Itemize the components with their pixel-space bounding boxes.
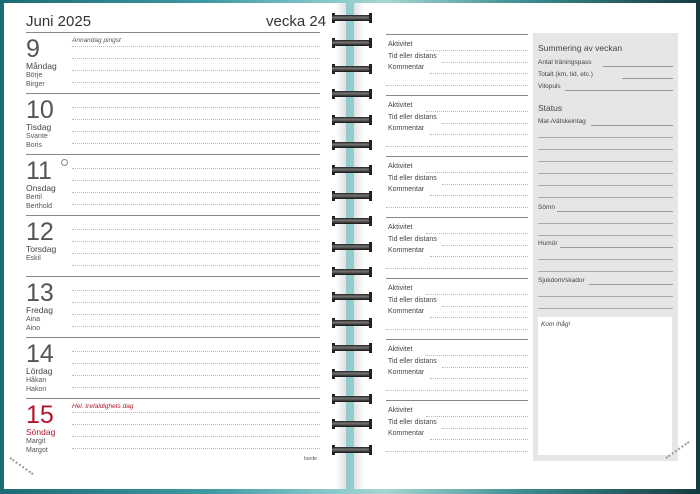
weekday-label: Tisdag: [26, 122, 52, 132]
summary-field-total: Totalt (km, tid, etc.): [538, 71, 593, 78]
comment-line[interactable]: [430, 256, 528, 257]
status-line: [538, 271, 673, 272]
activity-line[interactable]: [426, 294, 528, 295]
weekday-label: Måndag: [26, 61, 57, 71]
writing-line[interactable]: [72, 204, 320, 205]
name-day: Berthold: [26, 203, 53, 210]
remember-label: Kom ihåg!: [541, 321, 571, 328]
binding-hole: [369, 292, 372, 302]
name-day: Aina: [26, 316, 41, 323]
comment-label: Kommentar: [388, 430, 425, 437]
day-note: Annandag pingst: [72, 37, 121, 44]
spiral-coil: [332, 444, 372, 456]
writing-line[interactable]: [72, 168, 320, 169]
day-block: [4, 34, 346, 95]
spiral-coil: [332, 164, 372, 176]
day-number: 9: [26, 35, 40, 63]
spiral-coil: [332, 12, 372, 24]
spiral-coil: [332, 139, 372, 151]
coil-wire: [332, 117, 372, 123]
comment-label: Kommentar: [388, 369, 425, 376]
status-title: Status: [538, 103, 563, 113]
writing-line[interactable]: [72, 82, 320, 83]
comment-label: Kommentar: [388, 64, 425, 71]
writing-line[interactable]: [72, 351, 320, 352]
time-label: Tid eller distans: [388, 114, 437, 121]
coil-wire: [332, 396, 372, 402]
spiral-coil: [332, 190, 372, 202]
activity-line[interactable]: [426, 172, 528, 173]
day-number: 11: [26, 157, 52, 185]
remember-box[interactable]: [538, 317, 672, 455]
day-block: [4, 278, 346, 339]
day-divider: [26, 93, 320, 94]
spiral-coil: [332, 368, 372, 380]
coil-wire: [332, 294, 372, 300]
binding-hole: [369, 369, 372, 379]
name-day: Margot: [26, 447, 48, 454]
coil-wire: [332, 142, 372, 148]
status-field-mood: Humör: [538, 240, 558, 247]
comment-line[interactable]: [386, 451, 528, 452]
training-log-block: [386, 95, 528, 156]
writing-line[interactable]: [72, 180, 320, 181]
activity-label: Aktivitet: [388, 102, 413, 109]
day-divider: [26, 398, 320, 399]
comment-line[interactable]: [386, 85, 528, 86]
writing-line[interactable]: [72, 119, 320, 120]
binding-hole: [369, 216, 372, 226]
time-label: Tid eller distans: [388, 175, 437, 182]
status-line: [560, 247, 673, 248]
activity-line[interactable]: [426, 416, 528, 417]
summary-field-sessions: Antal träningspass: [538, 59, 592, 66]
comment-line[interactable]: [386, 146, 528, 147]
comment-label: Kommentar: [388, 186, 425, 193]
activity-label: Aktivitet: [388, 41, 413, 48]
status-line: [538, 161, 673, 162]
activity-label: Aktivitet: [388, 285, 413, 292]
training-log-block: [386, 400, 528, 461]
log-divider: [386, 156, 528, 157]
activity-label: Aktivitet: [388, 346, 413, 353]
time-label: Tid eller distans: [388, 358, 437, 365]
writing-line[interactable]: [72, 424, 320, 425]
writing-line[interactable]: [72, 314, 320, 315]
status-line: [538, 185, 673, 186]
status-line: [538, 223, 673, 224]
weekday-label: Torsdag: [26, 244, 57, 254]
status-line: [538, 137, 673, 138]
summary-panel: [533, 33, 678, 461]
coil-wire: [332, 269, 372, 275]
binding-hole: [369, 115, 372, 125]
spiral-coil: [332, 393, 372, 405]
comment-line[interactable]: [430, 73, 528, 74]
comment-line[interactable]: [386, 390, 528, 391]
spiral-coil: [332, 266, 372, 278]
binding-hole: [369, 318, 372, 328]
name-day: Börje: [26, 72, 43, 79]
time-line[interactable]: [442, 428, 528, 429]
activity-line[interactable]: [426, 355, 528, 356]
status-line: [538, 308, 673, 309]
time-label: Tid eller distans: [388, 419, 437, 426]
time-line[interactable]: [442, 245, 528, 246]
status-field-food: Mat-/vätskeintag: [538, 118, 586, 125]
training-log-block: [386, 339, 528, 400]
day-number: 10: [26, 96, 54, 124]
time-label: Tid eller distans: [388, 236, 437, 243]
spiral-coil: [332, 241, 372, 253]
status-line: [538, 197, 673, 198]
status-line: [538, 149, 673, 150]
writing-line[interactable]: [72, 448, 320, 449]
day-divider: [26, 215, 320, 216]
writing-line[interactable]: [72, 46, 320, 47]
summary-field-restpulse: Vilopuls: [538, 83, 561, 90]
writing-line[interactable]: [72, 412, 320, 413]
writing-line[interactable]: [72, 436, 320, 437]
writing-line[interactable]: [72, 143, 320, 144]
coil-wire: [332, 193, 372, 199]
month-title: Juni 2025: [26, 13, 92, 30]
spiral-coil: [332, 418, 372, 430]
comment-label: Kommentar: [388, 125, 425, 132]
log-divider: [386, 95, 528, 96]
writing-line[interactable]: [72, 229, 320, 230]
activity-label: Aktivitet: [388, 163, 413, 170]
weekday-label: Onsdag: [26, 183, 56, 193]
log-divider: [386, 339, 528, 340]
status-line: [557, 211, 673, 212]
coil-wire: [332, 244, 372, 250]
day-divider: [26, 154, 320, 155]
name-day: Svante: [26, 133, 48, 140]
day-block: [4, 95, 346, 156]
comment-line[interactable]: [386, 207, 528, 208]
status-line: [538, 235, 673, 236]
weekday-label: Fredag: [26, 305, 53, 315]
brand-logo: burde: [304, 456, 317, 462]
writing-line[interactable]: [72, 107, 320, 108]
name-day: Birger: [26, 81, 45, 88]
binding-hole: [369, 165, 372, 175]
binding-hole: [369, 242, 372, 252]
summary-line: [565, 90, 673, 91]
day-number: 13: [26, 279, 54, 307]
day-block: [4, 400, 346, 461]
writing-line[interactable]: [72, 363, 320, 364]
writing-line[interactable]: [72, 265, 320, 266]
comment-line[interactable]: [386, 329, 528, 330]
activity-line[interactable]: [426, 50, 528, 51]
comment-line[interactable]: [430, 195, 528, 196]
time-line[interactable]: [442, 62, 528, 63]
training-log-block: [386, 156, 528, 217]
time-line[interactable]: [442, 306, 528, 307]
weekday-label: Lördag: [26, 366, 53, 376]
training-log-block: [386, 278, 528, 339]
log-divider: [386, 400, 528, 401]
day-number: 14: [26, 340, 54, 368]
time-label: Tid eller distans: [388, 53, 437, 60]
summary-line: [603, 66, 673, 67]
binding-hole: [369, 191, 372, 201]
spiral-coil: [332, 63, 372, 75]
activity-label: Aktivitet: [388, 407, 413, 414]
comment-label: Kommentar: [388, 247, 425, 254]
coil-wire: [332, 66, 372, 72]
time-line[interactable]: [442, 367, 528, 368]
writing-line[interactable]: [72, 192, 320, 193]
left-page: [4, 3, 346, 489]
binding-hole: [369, 89, 372, 99]
spiral-coil: [332, 342, 372, 354]
day-divider: [26, 337, 320, 338]
day-block: [4, 339, 346, 400]
time-line[interactable]: [442, 184, 528, 185]
moon-phase-icon: [61, 159, 68, 166]
binding-hole: [369, 419, 372, 429]
writing-line[interactable]: [72, 387, 320, 388]
time-label: Tid eller distans: [388, 297, 437, 304]
status-line: [538, 173, 673, 174]
comment-line[interactable]: [430, 317, 528, 318]
writing-line[interactable]: [72, 290, 320, 291]
log-divider: [386, 217, 528, 218]
comment-line[interactable]: [386, 268, 528, 269]
comment-line[interactable]: [430, 378, 528, 379]
comment-label: Kommentar: [388, 308, 425, 315]
summary-line: [622, 78, 673, 79]
coil-wire: [332, 345, 372, 351]
status-line: [591, 125, 673, 126]
name-day: Boris: [26, 142, 42, 149]
binding-hole: [369, 267, 372, 277]
coil-wire: [332, 447, 372, 453]
week-number: vecka 24: [266, 13, 327, 30]
status-line: [538, 259, 673, 260]
time-line[interactable]: [442, 123, 528, 124]
binding-hole: [369, 64, 372, 74]
activity-line[interactable]: [426, 233, 528, 234]
writing-line[interactable]: [72, 375, 320, 376]
status-field-illness: Sjukdom/skador: [538, 277, 585, 284]
header-rule: [26, 32, 320, 33]
comment-line[interactable]: [430, 439, 528, 440]
writing-line[interactable]: [72, 131, 320, 132]
writing-line[interactable]: [72, 70, 320, 71]
coil-wire: [332, 91, 372, 97]
day-number: 15: [26, 401, 54, 429]
writing-line[interactable]: [72, 58, 320, 59]
binding-hole: [369, 394, 372, 404]
name-day: Aino: [26, 325, 41, 332]
training-log-block: [386, 217, 528, 278]
writing-line[interactable]: [72, 302, 320, 303]
log-divider: [386, 34, 528, 35]
binding-hole: [369, 343, 372, 353]
day-divider: [26, 276, 320, 277]
status-line: [538, 296, 673, 297]
activity-label: Aktivitet: [388, 224, 413, 231]
right-page: [354, 3, 696, 489]
binding-hole: [369, 140, 372, 150]
binding-hole: [369, 445, 372, 455]
spiral-coil: [332, 317, 372, 329]
name-day: Eskil: [26, 255, 41, 262]
training-log-block: [386, 34, 528, 95]
spiral-coil: [332, 215, 372, 227]
status-line: [589, 284, 673, 285]
name-day: Margit: [26, 438, 46, 445]
summary-title: Summering av veckan: [538, 43, 623, 53]
spiral-coil: [332, 37, 372, 49]
log-divider: [386, 278, 528, 279]
day-number: 12: [26, 218, 54, 246]
coil-wire: [332, 218, 372, 224]
activity-line[interactable]: [426, 111, 528, 112]
coil-wire: [332, 40, 372, 46]
coil-wire: [332, 167, 372, 173]
comment-line[interactable]: [430, 134, 528, 135]
status-field-sleep: Sömn: [538, 204, 555, 211]
day-block: [4, 217, 346, 278]
writing-line[interactable]: [72, 241, 320, 242]
coil-wire: [332, 421, 372, 427]
binding-hole: [369, 38, 372, 48]
spiral-coil: [332, 291, 372, 303]
name-day: Bertil: [26, 194, 42, 201]
weekday-label: Söndag: [26, 427, 56, 437]
day-note: Hel. trefaldighets dag: [72, 403, 134, 410]
coil-wire: [332, 15, 372, 21]
writing-line[interactable]: [72, 253, 320, 254]
name-day: Hakon: [26, 386, 47, 393]
name-day: Håkan: [26, 377, 47, 384]
coil-wire: [332, 320, 372, 326]
writing-line[interactable]: [72, 326, 320, 327]
spiral-coil: [332, 88, 372, 100]
binding-hole: [369, 13, 372, 23]
day-block: [4, 156, 346, 217]
spiral-coil: [332, 114, 372, 126]
coil-wire: [332, 371, 372, 377]
